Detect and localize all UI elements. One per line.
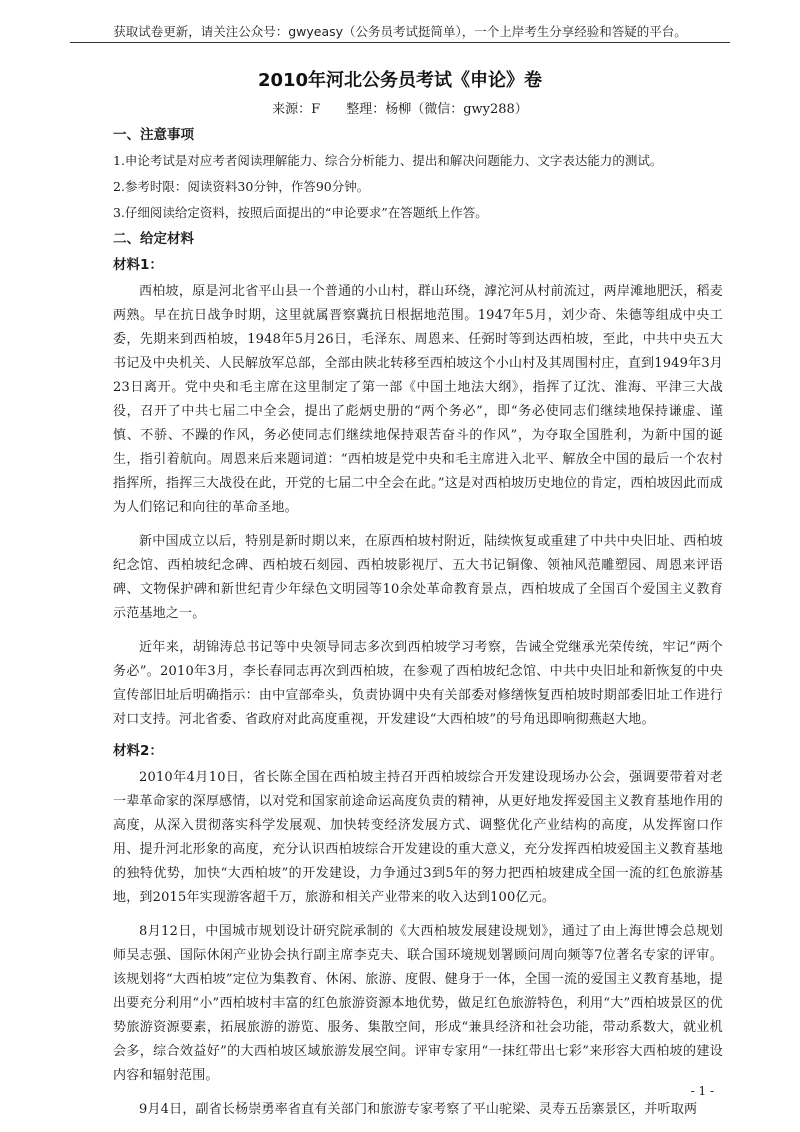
document-title: 2010年河北公务员考试《申论》卷 <box>257 70 543 91</box>
document-body <box>113 120 723 1132</box>
material-paragraph: 西柏坡，原是河北省平山县一个普通的小山村，群山环绕，滹沱河从村前流过，两岸滩地肥沃，稻麦两熟。早在抗日战争时期，这里就属晋察冀抗日根据地范围。1947年5月，刘少奇、朱德等组成中央工委，先期来到西柏坡，1948年5月26日，毛泽东、周恩来、任弼时等到达西柏坡，至此，中共中央五大书记及中央机关、人民解放军总部，全部由陕北转移至西柏坡这个小山村及其周围村庄，直到1949年3月23日离开。党中央和毛主席在这里制定了第一部《中国土地法大纲》，指挥了辽沈、淮海、平津三大战役，召开了中共七届二中全会，提出了彪炳史册的“两个务必”，即“务必使同志们继续地保持谦虚、谨慎、不骄、不躁的作风，务必使同志们继续地保持艰苦奋斗的作风”，为夺取全国胜利，为新中国的诞生，指引着航向。周恩来后来题词道：“西柏坡是党中央和毛主席进入北平、解放全中国的最后一个农村指挥所，指挥三大战役在此，开党的七届二中全会在此。”这是对西柏坡历史地位的肯定，西柏坡因此而成为人们铭记和向往的革命圣地。 <box>113 284 723 515</box>
material-label: 材料2： <box>113 743 163 759</box>
page-header <box>0 0 800 44</box>
page-number: - 1 - <box>690 1084 714 1098</box>
note-item: 1.申论考试是对应考者阅读理解能力、综合分析能力、提出和解决问题能力、文字表达能力的测试。 <box>113 153 663 168</box>
section-heading-notes: 一、注意事项 <box>113 127 194 143</box>
source-line: 来源：F 整理：杨柳（微信：gwy288） <box>272 102 528 117</box>
material-paragraph: 新中国成立以后，特别是新时期以来，在原西柏坡村附近，陆续恢复或重建了中共中央旧址、西柏坡纪念馆、西柏坡纪念碑、西柏坡石刻园、西柏坡影视厅、五大书记铜像、领袖风范雕塑园、周恩来评语碑、文物保护碑和新世纪青少年绿色文明园等10余处革命教育景点，西柏坡成了全国百个爱国主义教育示范基地之一。 <box>113 534 723 621</box>
header-divider <box>70 42 730 43</box>
header-notice: 获取试卷更新，请关注公众号：gwyeasy（公务员考试挺简单），一个上岸考生分享经验和答疑的平台。 <box>113 24 687 39</box>
section-heading-materials: 二、给定材料 <box>113 231 194 247</box>
material-paragraph: 2010年4月10日，省长陈全国在西柏坡主持召开西柏坡综合开发建设现场办公会，强调要带着对老一辈革命家的深厚感情，以对党和国家前途命运高度负责的精神，从更好地发挥爱国主义教育基地作用的高度，从深入贯彻落实科学发展观、加快转变经济发展方式、调整优化产业结构的高度，从发挥窗口作用、提升河北形象的高度，充分认识西柏坡综合开发建设的重大意义，充分发挥西柏坡爱国主义教育基地的独特优势，加快“大西柏坡”的开发建设，力争通过3到5年的努力把西柏坡建成全国一流的红色旅游基地，到2015年实现游客超千万，旅游和相关产业带来的收入达到100亿元。 <box>113 770 723 905</box>
material-label: 材料1： <box>113 257 163 273</box>
note-item: 2.参考时限：阅读资料30分钟，作答90分钟。 <box>113 179 370 194</box>
material-paragraph: 9月4日，副省长杨崇勇率省直有关部门和旅游专家考察了平山驼梁、灵寿五岳寨景区，并听取两 <box>139 1102 698 1117</box>
material-paragraph: 8月12日，中国城市规划设计研究院承制的《大西柏坡发展建设规划》，通过了由上海世博会总规划师吴志强、国际休闲产业协会执行副主席李克夫、联合国环境规划署顾问周向频等7位著名专家的评审。该规划将“大西柏坡”定位为集教育、休闲、旅游、度假、健身于一体，全国一流的爱国主义教育基地，提出要充分利用“小”西柏坡村丰富的红色旅游资源本地优势，做足红色旅游特色，利用“大”西柏坡景区的优势旅游资源要素，拓展旅游的游览、服务、集散空间，形成“兼具经济和社会功能，带动系数大，就业机会多，综合效益好”的大西柏坡区域旅游发展空间。评审专家用“一抹红带出七彩”来形容大西柏坡的建设内容和辐射范围。 <box>113 924 723 1083</box>
material-paragraph: 近年来，胡锦涛总书记等中央领导同志多次到西柏坡学习考察，告诫全党继承光荣传统，牢记“两个务必”。2010年3月，李长春同志再次到西柏坡，在参观了西柏坡纪念馆、中共中央旧址和新恢复的中央宣传部旧址后明确指示：由中宣部牵头，负责协调中央有关部委对修缮恢复西柏坡时期部委旧址工作进行对口支持。河北省委、省政府对此高度重视，开发建设“大西柏坡”的号角迅即响彻燕赵大地。 <box>113 640 723 727</box>
note-item: 3.仔细阅读给定资料，按照后面提出的“申论要求”在答题纸上作答。 <box>113 205 488 220</box>
